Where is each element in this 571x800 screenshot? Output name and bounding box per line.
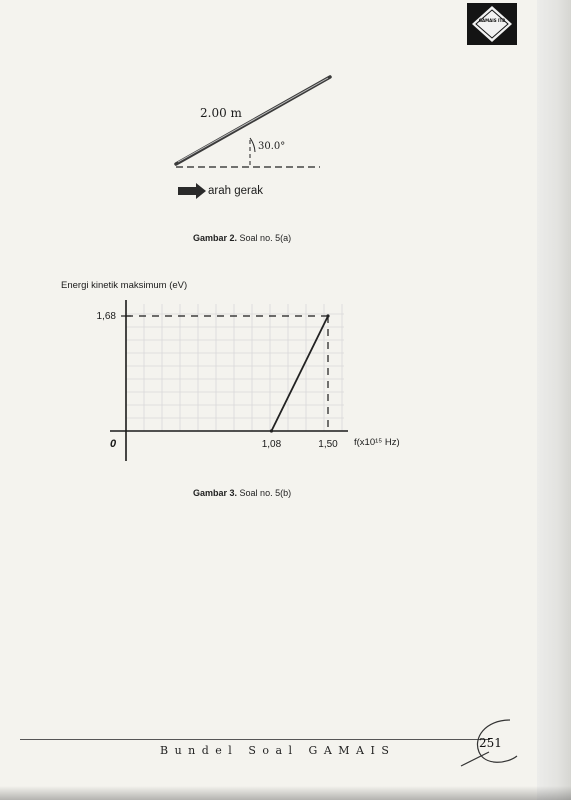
chart-y-axis-label: Energi kinetik maksimum (eV) (61, 280, 188, 291)
footer-rule (20, 739, 490, 740)
direction-label: arah gerak (208, 185, 263, 197)
logo-text: GAMAIS ITB (478, 18, 506, 23)
data-point (326, 314, 329, 317)
rod-length-label: 2.00 m (200, 106, 242, 120)
direction-arrow (178, 183, 206, 199)
kinetic-energy-chart (80, 296, 440, 466)
x-axis-label: f(x10¹⁵ Hz) (354, 437, 400, 448)
bottom-edge-shadow (0, 786, 571, 800)
angle-label: 30.0° (258, 141, 286, 152)
origin-label: 0 (110, 438, 117, 450)
gamais-logo (467, 3, 517, 45)
page-edge-shadow (537, 0, 571, 800)
footer-title: Bundel Soal GAMAIS (160, 744, 396, 757)
x-tick-label: 1,08 (261, 439, 282, 450)
data-line (271, 316, 328, 431)
data-point (270, 429, 273, 432)
inclined-rod-diagram (160, 70, 340, 200)
figure3-caption: Gambar 3. Soal no. 5(b) (193, 488, 292, 498)
angle-arc (250, 138, 255, 152)
page-number: 251 (479, 736, 502, 750)
y-tick-label: 1,68 (96, 311, 116, 322)
figure2-caption: Gambar 2. Soal no. 5(a) (193, 233, 292, 243)
x-tick-label: 1,50 (318, 439, 338, 450)
